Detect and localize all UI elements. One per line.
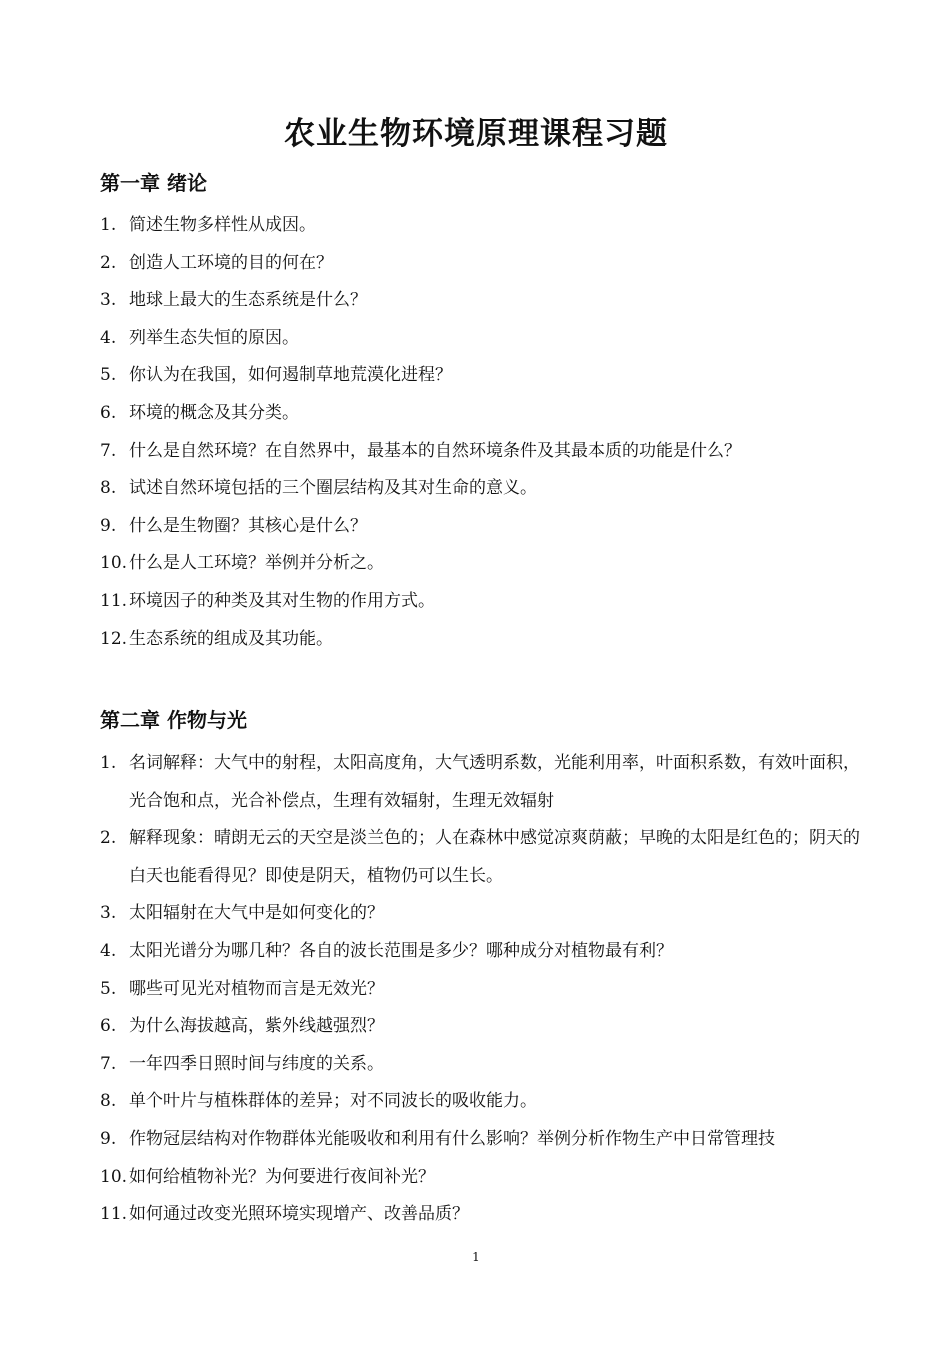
- question-item: [100, 207, 862, 245]
- chapter-2-heading: 第二章 作物与光: [100, 708, 247, 732]
- question-number: 5.: [100, 978, 117, 999]
- question-number: 9.: [100, 1128, 117, 1149]
- question-item: [100, 1046, 862, 1084]
- page-number: 1: [472, 1250, 480, 1264]
- question-item: [100, 583, 862, 621]
- question-item: [100, 508, 862, 546]
- question-number: 8.: [100, 478, 117, 499]
- chapter-1-heading: 第一章 绪论: [100, 171, 207, 195]
- question-text: 一年四季日照时间与纬度的关系。: [129, 1053, 384, 1074]
- question-number: 3.: [100, 903, 117, 924]
- question-text: 哪些可见光对植物而言是无效光？: [129, 978, 384, 999]
- question-item: [100, 245, 862, 283]
- question-number: 10.: [100, 1166, 128, 1187]
- question-text: 太阳辐射在大气中是如何变化的？: [129, 903, 384, 924]
- question-item: [100, 545, 862, 583]
- question-text: 你认为在我国，如何遏制草地荒漠化进程？: [129, 365, 452, 386]
- question-number: 8.: [100, 1091, 117, 1112]
- document-title: 农业生物环境原理课程习题: [284, 116, 668, 152]
- question-text: 名词解释：大气中的射程，太阳高度角，大气透明系数，光能利用率，叶面积系数，有效叶面积，光合饱和点，光合补偿点，生理有效辐射，生理无效辐射: [129, 753, 860, 811]
- question-text: 如何通过改变光照环境实现增产、改善品质？: [129, 1204, 469, 1225]
- question-item: [100, 745, 862, 820]
- question-item: [100, 1159, 862, 1197]
- question-number: 2.: [100, 828, 117, 849]
- question-item: [100, 320, 862, 358]
- question-number: 11.: [100, 590, 128, 611]
- question-text: 什么是自然环境？在自然界中，最基本的自然环境条件及其最本质的功能是什么？: [129, 440, 741, 461]
- question-number: 2.: [100, 252, 117, 273]
- question-number: 1.: [100, 215, 117, 235]
- question-text: 什么是生物圈？其核心是什么？: [129, 515, 367, 536]
- question-text: 作物冠层结构对作物群体光能吸收和利用有什么影响？举例分析作物生产中日常管理技: [129, 1128, 775, 1149]
- question-item: [100, 470, 862, 508]
- question-text: 试述自然环境包括的三个圈层结构及其对生命的意义。: [129, 478, 537, 499]
- question-item: [100, 1121, 862, 1159]
- question-item: [100, 357, 862, 395]
- question-number: 4.: [100, 327, 117, 348]
- question-item: [100, 1196, 862, 1234]
- question-text: 环境因子的种类及其对生物的作用方式。: [129, 590, 435, 611]
- question-item: [100, 895, 862, 933]
- question-number: 6.: [100, 402, 117, 423]
- question-item: [100, 933, 862, 971]
- question-item: [100, 433, 862, 471]
- question-item: [100, 1083, 862, 1121]
- question-text: 地球上最大的生态系统是什么？: [129, 290, 367, 311]
- question-text: 创造人工环境的目的何在？: [129, 252, 333, 273]
- question-item: [100, 621, 862, 659]
- question-number: 6.: [100, 1016, 117, 1037]
- chapter-2-questions: [100, 745, 862, 1234]
- question-text: 环境的概念及其分类。: [129, 402, 299, 423]
- question-text: 什么是人工环境？举例并分析之。: [129, 553, 384, 574]
- question-text: 简述生物多样性从成因。: [129, 215, 316, 235]
- question-item: [100, 282, 862, 320]
- question-number: 4.: [100, 940, 117, 961]
- question-item: [100, 1008, 862, 1046]
- question-text: 如何给植物补光？为何要进行夜间补光？: [129, 1166, 435, 1187]
- question-text: 生态系统的组成及其功能。: [129, 628, 333, 649]
- question-number: 12.: [100, 628, 128, 649]
- question-number: 10.: [100, 553, 128, 574]
- question-number: 7.: [100, 440, 117, 461]
- question-number: 7.: [100, 1053, 117, 1074]
- question-number: 3.: [100, 290, 117, 311]
- question-item: [100, 395, 862, 433]
- question-number: 9.: [100, 515, 117, 536]
- question-text: 太阳光谱分为哪几种？各自的波长范围是多少？哪种成分对植物最有利？: [129, 940, 673, 961]
- question-number: 1.: [100, 753, 117, 773]
- question-number: 5.: [100, 365, 117, 386]
- question-text: 单个叶片与植株群体的差异；对不同波长的吸收能力。: [129, 1091, 537, 1112]
- question-item: [100, 820, 862, 895]
- question-number: 11.: [100, 1204, 128, 1225]
- question-text: 为什么海拔越高，紫外线越强烈？: [129, 1016, 384, 1037]
- question-text: 列举生态失恒的原因。: [129, 327, 299, 348]
- question-item: [100, 971, 862, 1009]
- chapter-1-questions: [100, 207, 862, 658]
- question-text: 解释现象：晴朗无云的天空是淡兰色的；人在森林中感觉凉爽荫蔽；早晚的太阳是红色的；阴天的白天也能看得见？即使是阴天，植物仍可以生长。: [129, 828, 860, 886]
